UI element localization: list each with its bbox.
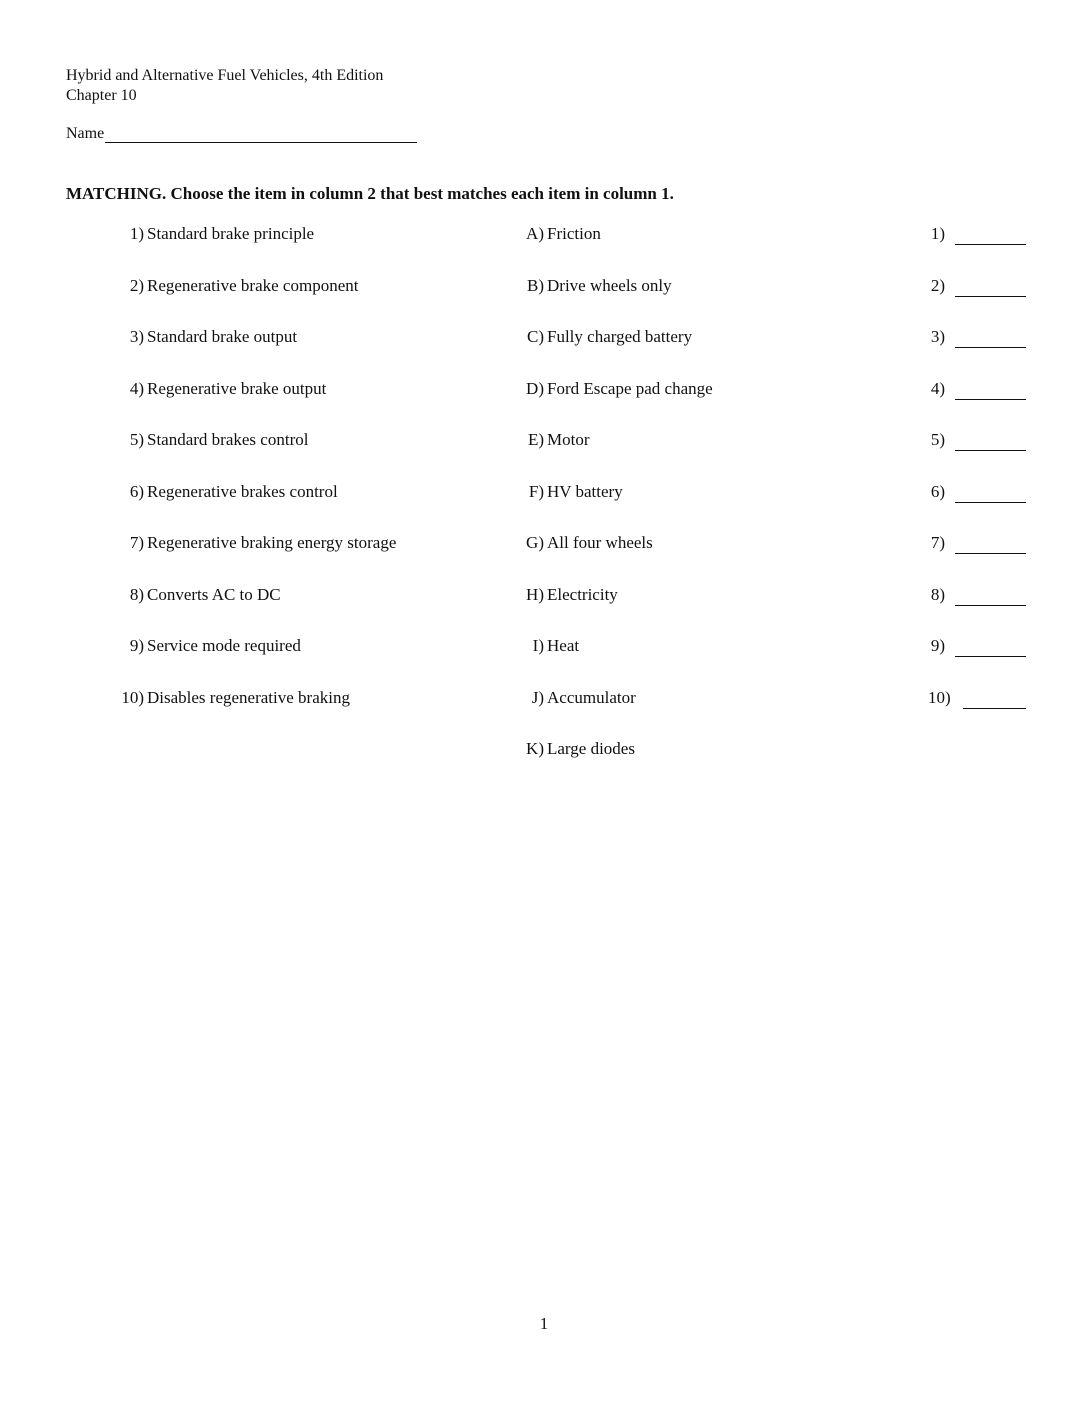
page-number: 1 [539,1314,549,1333]
answer-number: 9) [930,636,945,655]
column1-item-text: Standard brakes control [147,430,309,449]
column2-item-letter: D) [526,378,544,398]
column2-item-text: Friction [547,224,601,243]
column1-item-number: 4) [129,378,144,398]
column2-item-text: Motor [547,430,590,449]
column2-item-text: All four wheels [547,533,653,552]
answer-blank[interactable] [955,295,1026,297]
column2-item-letter: A) [526,224,544,243]
column2-item-text: Ford Escape pad change [547,378,713,398]
document-header [66,66,383,106]
column2-item-text: HV battery [547,481,623,501]
column2-item-letter: K) [526,739,544,758]
chapter-label: Chapter 10 [66,87,137,104]
column2-item-text: Drive wheels only [547,275,672,295]
column1-item-number: 1) [129,224,144,243]
name-blank[interactable] [105,124,417,143]
answer-blank[interactable] [963,707,1026,709]
column1-item-number: 5) [129,430,144,449]
answer-blank[interactable] [955,655,1026,657]
column1-item-text: Disables regenerative braking [147,687,350,707]
column1-item-number: 3) [129,327,144,346]
column1-item-number: 7) [129,533,144,552]
answer-number: 4) [930,378,945,398]
answer-blank[interactable] [955,552,1026,554]
column1-item-number: 2) [129,275,144,295]
answer-blank[interactable] [955,243,1026,245]
column1-item-text: Standard brake output [147,327,298,346]
answer-blank[interactable] [955,449,1026,451]
column2-item-text: Large diodes [547,739,635,758]
column2-item-letter: H) [526,584,544,604]
column2-item-text: Accumulator [547,687,636,707]
name-field[interactable] [66,124,417,143]
column2-item-text: Heat [547,636,580,655]
answer-blank[interactable] [955,346,1026,348]
column2-item-letter: E) [527,430,544,449]
answer-number: 1) [930,224,945,243]
answer-blank[interactable] [955,398,1026,400]
column1-item-text: Standard brake principle [147,224,315,243]
column1-item-text: Regenerative braking energy storage [147,533,397,552]
column1-item-number: 9) [129,636,144,655]
column1-item-text: Regenerative brake component [147,275,359,295]
answer-number: 10) [928,687,951,707]
instructions: MATCHING. Choose the item in column 2 that best matches each item in column 1. [66,184,674,203]
answer-number: 3) [930,327,945,346]
column2-item-text: Fully charged battery [547,327,693,346]
answer-number: 8) [930,584,945,604]
column2-item-letter: B) [527,275,544,295]
book-title: Hybrid and Alternative Fuel Vehicles, 4th Edition [66,67,384,84]
column1-item-number: 10) [121,687,144,707]
answer-number: 5) [930,430,945,449]
answer-number: 6) [930,481,945,501]
column2-item-letter: I) [532,636,544,655]
answer-number: 7) [930,533,945,552]
column1-item-text: Regenerative brake output [147,378,327,398]
column2-item-letter: F) [528,481,544,501]
name-label: Name [66,125,105,142]
column2-item-letter: G) [526,533,544,552]
column1-item-number: 8) [129,584,144,604]
column1-item-number: 6) [129,481,144,501]
column1-item-text: Converts AC to DC [147,584,281,604]
column2-item-text: Electricity [547,584,618,604]
column1-item-text: Service mode required [147,636,301,655]
answer-blank[interactable] [955,604,1026,606]
answer-number: 2) [930,275,945,295]
answer-blank[interactable] [955,501,1026,503]
column2-item-letter: J) [531,687,544,707]
column1-item-text: Regenerative brakes control [147,481,338,501]
column2-item-letter: C) [527,327,544,346]
